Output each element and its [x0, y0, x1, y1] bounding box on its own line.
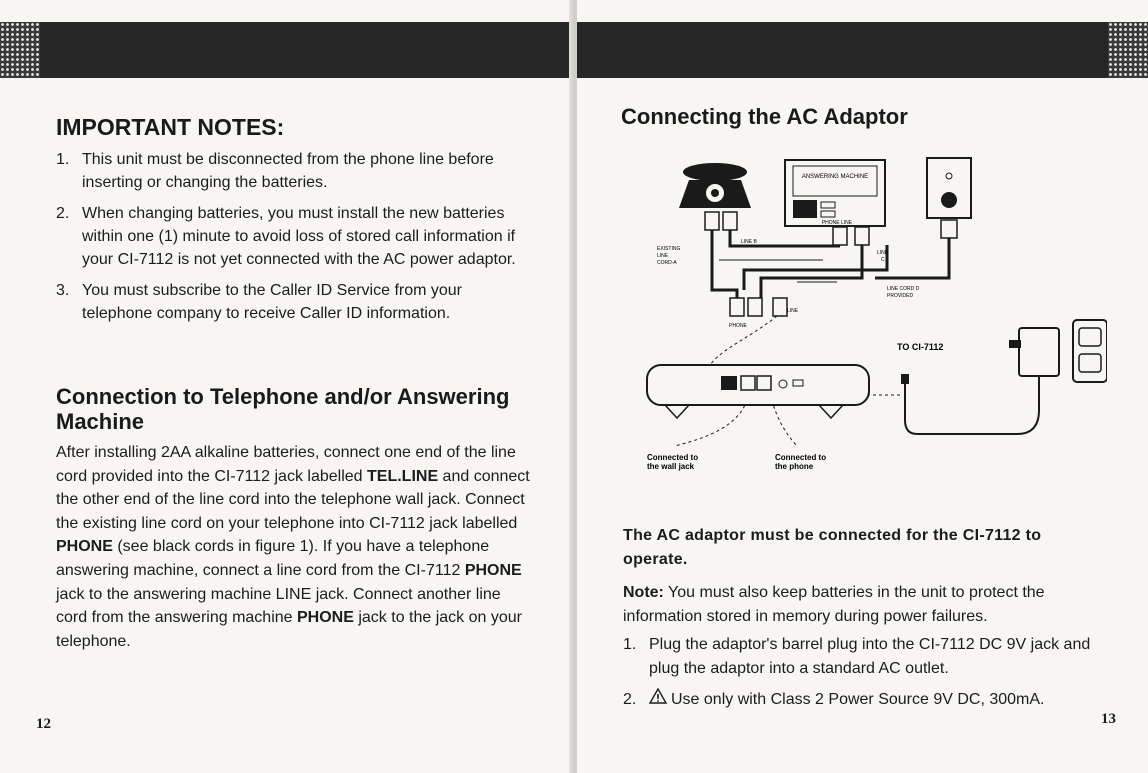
wall-jack-caption: the wall jack — [647, 462, 695, 471]
existing-cord-label: CORD-A — [657, 260, 677, 266]
note-paragraph — [623, 581, 1103, 629]
ac-outlet-icon — [1073, 320, 1107, 382]
ac-adaptor-heading: Connecting the AC Adaptor — [621, 104, 908, 129]
phone-jack-a — [705, 212, 719, 230]
body-text: (see black cords in figure 1). If you have a telephone answering machine, connect a line cord from the CI-7112 — [56, 538, 490, 579]
list-item — [56, 279, 534, 325]
list-number: 3. — [56, 282, 70, 299]
existing-cord-label: LINE — [657, 253, 669, 259]
connection-heading: Connection to Telephone and/or Answering Machine — [56, 384, 510, 434]
jack-label: PHONE — [464, 561, 522, 579]
line-cord-label: LINE CORD D — [887, 286, 920, 292]
body-text: After installing 2AA alkaline batteries, connect one end of the line cord provided into the CI-7112 jack labelled — [56, 444, 516, 485]
halftone-corner — [1108, 22, 1148, 78]
phone-jack-label: PHONE — [729, 323, 747, 329]
body-text: and connect the other end of the line cord into the telephone wall jack. Connect the existing line cord on your telephone into CI-7112 jack labelled — [56, 467, 530, 532]
answering-machine-icon — [785, 160, 885, 245]
list-number: 1. — [56, 151, 70, 168]
ac-required-statement: The AC adaptor must be connected for the CI-7112 to operate. — [623, 527, 1042, 568]
connection-paragraph — [56, 441, 536, 653]
phone-line-label: PHONE LINE — [821, 220, 853, 226]
wall-outlet-icon — [927, 158, 971, 238]
halftone-corner — [0, 22, 40, 78]
connection-diagram — [637, 150, 1107, 480]
to-unit-label: TO CI-7112 — [897, 342, 944, 352]
line-jack-label: LINE — [787, 308, 799, 314]
list-text: When changing batteries, you must install the new batteries within one (1) minute to avoid loss of stored call information if your CI-7112 is not yet connected with the AC power adaptor. — [82, 205, 516, 268]
answering-machine-label: ANSWERING MACHINE — [801, 174, 869, 180]
header-band — [0, 22, 573, 78]
list-number: 2. — [623, 691, 637, 708]
list-text: Plug the adaptor's barrel plug into the CI-7112 DC 9V jack and plug the adaptor into a standard AC outlet. — [649, 636, 1091, 677]
left-page — [0, 0, 573, 773]
note-label: Note: — [623, 584, 664, 601]
line-c-label: C — [881, 257, 885, 263]
page-number: 13 — [1101, 711, 1116, 727]
unit-line-jack — [773, 298, 787, 316]
telephone-icon — [679, 163, 751, 208]
body-text: jack to the answering machine LINE jack. Connect another line cord from the answering machine — [56, 585, 501, 627]
unit-phone-jack — [730, 298, 744, 316]
adaptor-steps-list — [623, 633, 1103, 720]
existing-cord-label: EXISTING — [657, 246, 681, 252]
important-notes-heading: IMPORTANT NOTES: — [56, 114, 285, 140]
jack-label: TEL.LINE — [367, 467, 439, 485]
note-text: You must also keep batteries in the unit to protect the information stored in memory during power failures. — [623, 584, 1045, 625]
list-text: Use only with Class 2 Power Source 9V DC, 300mA. — [671, 691, 1045, 708]
unit-phone-jack — [748, 298, 762, 316]
line-b-label: LINE B — [741, 239, 757, 245]
page-number: 12 — [36, 716, 51, 732]
list-item — [56, 148, 534, 194]
list-text: This unit must be disconnected from the phone line before inserting or changing the batteries. — [82, 151, 494, 191]
warning-icon — [649, 688, 667, 712]
line-c-label: LINE — [877, 250, 889, 256]
line-cord-label: PROVIDED — [887, 293, 914, 299]
list-item — [623, 688, 1103, 712]
important-notes-list — [56, 148, 534, 333]
body-text: jack to the jack on your telephone. — [56, 609, 522, 650]
wall-jack-caption: Connected to — [647, 453, 699, 462]
jack-label: PHONE — [297, 609, 354, 627]
header-band — [577, 22, 1148, 78]
caller-id-unit-icon — [647, 365, 869, 418]
list-number: 2. — [56, 205, 70, 222]
list-item — [623, 633, 1103, 680]
phone-caption: Connected to — [775, 453, 827, 462]
phone-jack-b — [723, 212, 737, 230]
list-item — [56, 202, 534, 271]
list-number: 1. — [623, 636, 637, 653]
jack-label: PHONE — [56, 538, 113, 556]
right-page — [577, 0, 1148, 773]
phone-caption: the phone — [775, 462, 814, 471]
list-text: You must subscribe to the Caller ID Service from your telephone company to receive Caller ID information. — [82, 282, 463, 322]
